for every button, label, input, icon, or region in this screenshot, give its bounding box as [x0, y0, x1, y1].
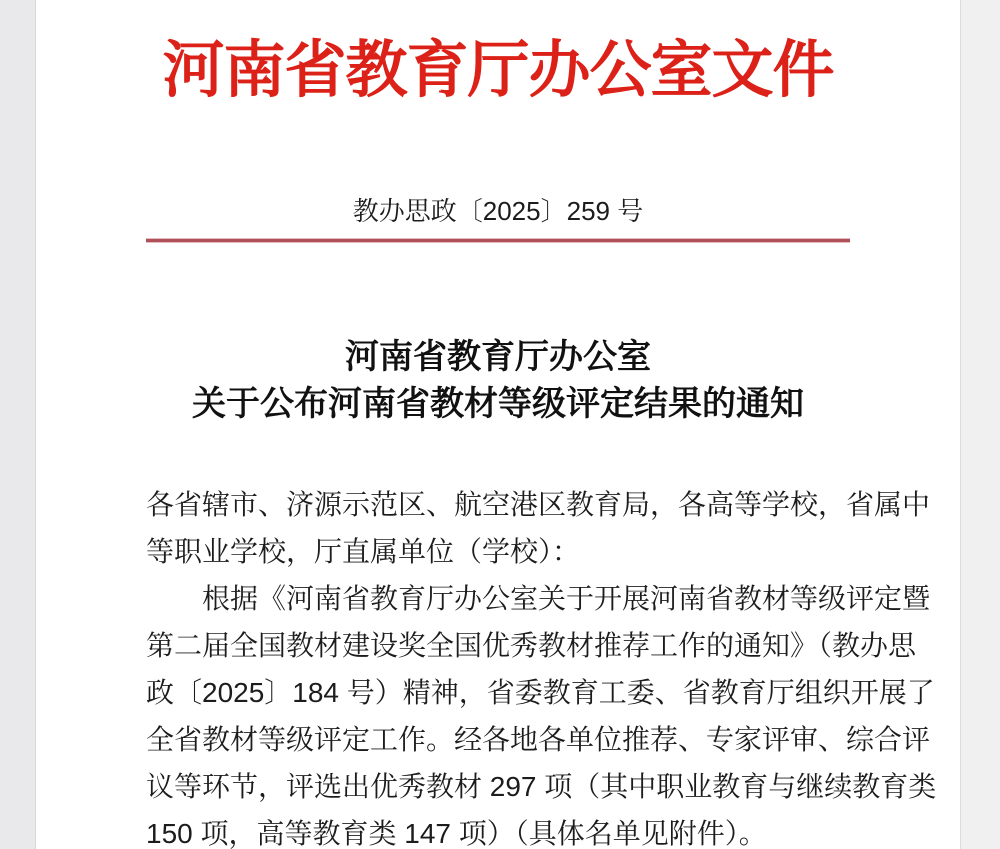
notice-title-line-2: 关于公布河南省教材等级评定结果的通知 — [192, 385, 804, 423]
notice-title-line-1: 河南省教育厅办公室 — [345, 338, 651, 376]
page-left-margin — [0, 0, 36, 849]
red-separator-rule — [146, 239, 850, 242]
document-number: 教办思政〔2025〕259 号 — [352, 196, 644, 226]
notice-title — [146, 334, 850, 428]
body-paragraph-2-line-2: 第二届全国教材建设奖全国优秀教材推荐工作的通知》（教办思 — [146, 630, 917, 661]
body-paragraph-2-line-5: 议等环节，评选出优秀教材 297 项（其中职业教育与继续教育类 — [146, 771, 937, 802]
body-paragraph-2-line-1: 根据《河南省教育厅办公室关于开展河南省教材等级评定暨 — [202, 583, 931, 614]
page-right-margin — [960, 0, 1000, 849]
body-paragraph-1-line-1: 各省辖市、济源示范区、航空港区教育局，各高等学校，省属中 — [146, 489, 931, 520]
body-paragraph-2-line-6: 150 项，高等教育类 147 项）（具体名单见附件）。 — [146, 818, 767, 849]
body-paragraph-2-line-4: 全省教材等级评定工作。经各地各单位推荐、专家评审、综合评 — [146, 724, 931, 755]
letterhead-title: 河南省教育厅办公室文件 — [162, 36, 834, 105]
document-content — [146, 196, 937, 849]
body-paragraph-2-line-3: 政〔2025〕184 号）精神，省委教育工委、省教育厅组织开展了 — [146, 677, 935, 708]
body-paragraph-1-line-2: 等职业学校，厅直属单位（学校）： — [146, 536, 581, 567]
document-body — [146, 481, 937, 849]
document-page — [36, 0, 960, 849]
